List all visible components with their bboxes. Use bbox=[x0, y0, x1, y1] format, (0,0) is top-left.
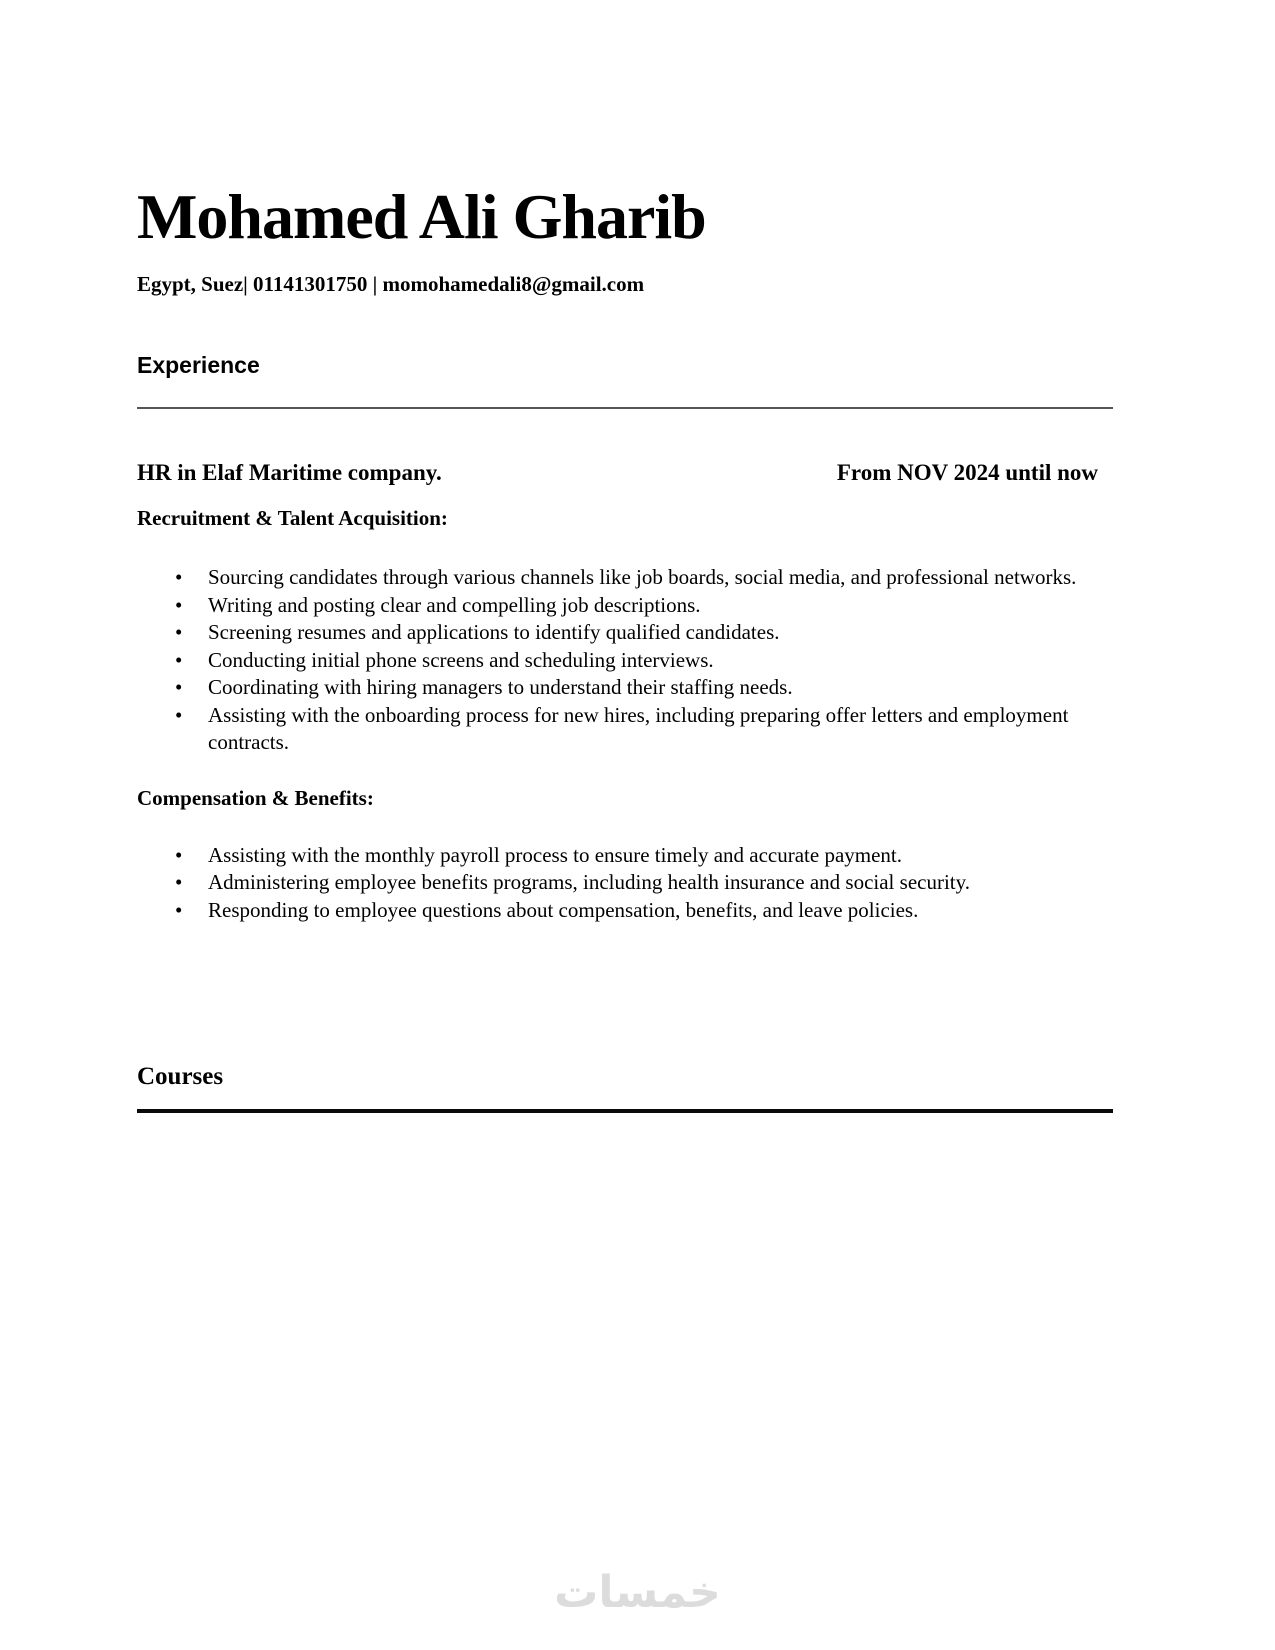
bullet-item: • Writing and posting clear and compelling job descriptions. bbox=[137, 592, 1113, 620]
bullet-item: • Conducting initial phone screens and scheduling interviews. bbox=[137, 647, 1113, 675]
recruitment-bullet-list bbox=[137, 564, 1113, 757]
subsection-heading-compensation: Compensation & Benefits: bbox=[137, 785, 374, 810]
bullet-item: • Assisting with the monthly payroll process to ensure timely and accurate payment. bbox=[137, 842, 1113, 870]
contact-line: Egypt, Suez| 01141301750 | momohamedali8@gmail.com bbox=[137, 272, 645, 296]
khamsat-watermark-logo: خمسات bbox=[554, 1567, 721, 1618]
bullet-item: • Administering employee benefits programs, including health insurance and social security. bbox=[137, 869, 1113, 897]
page-title: Mohamed Ali Gharib bbox=[137, 181, 706, 252]
bullet-item: • Screening resumes and applications to identify qualified candidates. bbox=[137, 619, 1113, 647]
section-heading-courses: Courses bbox=[137, 1063, 224, 1090]
compensation-bullet-list bbox=[137, 842, 1113, 925]
job-dates: From NOV 2024 until now bbox=[836, 460, 1098, 485]
bullet-item: • Coordinating with hiring managers to understand their staffing needs. bbox=[137, 674, 1113, 702]
courses-section-rule bbox=[137, 1109, 1113, 1113]
bullet-item: • Sourcing candidates through various channels like job boards, social media, and professional networks. bbox=[137, 564, 1113, 592]
bullet-item: • Assisting with the onboarding process for new hires, including preparing offer letters and employment contracts. bbox=[137, 702, 1113, 757]
bullet-item: • Responding to employee questions about compensation, benefits, and leave policies. bbox=[137, 897, 1113, 925]
subsection-heading-recruitment: Recruitment & Talent Acquisition: bbox=[137, 506, 448, 530]
job-entry-header bbox=[137, 458, 1113, 487]
job-title: HR in Elaf Maritime company. bbox=[137, 460, 442, 485]
section-heading-experience: Experience bbox=[137, 352, 260, 378]
experience-section-rule bbox=[137, 407, 1113, 409]
